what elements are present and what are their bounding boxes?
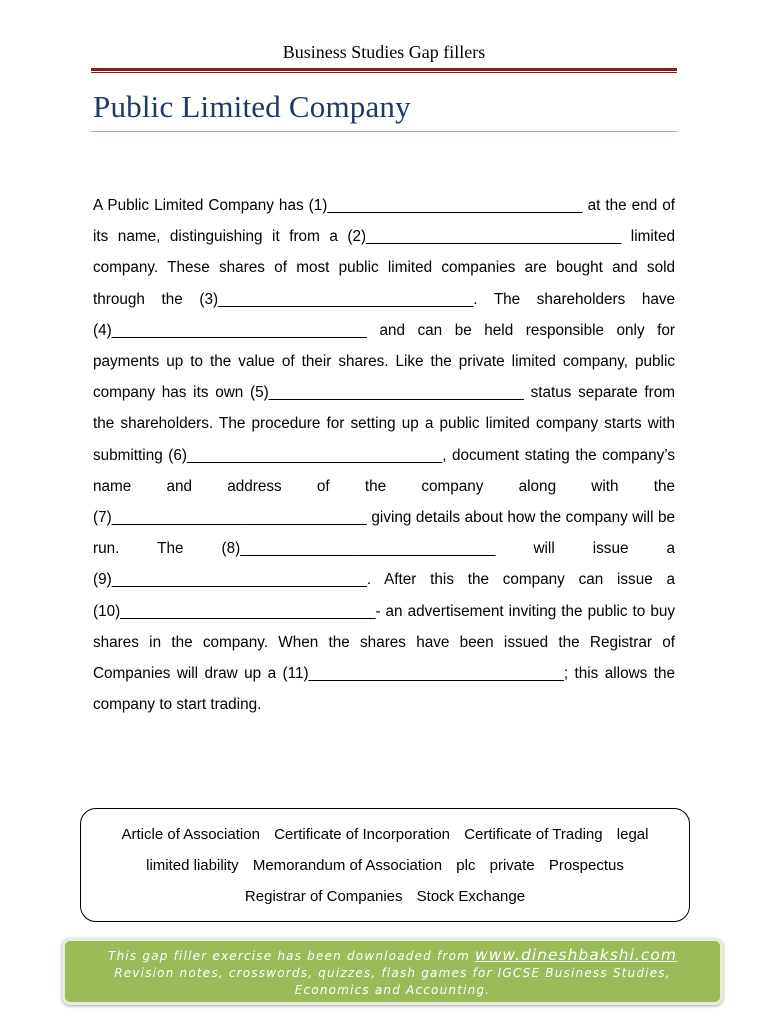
passage-text: . The shareholders have (473, 290, 675, 308)
blank-1: (1)______________________________ (308, 197, 583, 214)
passage-text: will issue a (495, 540, 675, 558)
blank-9: (9)______________________________ (93, 571, 367, 589)
passage-text: and can be held responsible only for payments up to the value of their shares. Like the private limited company, public company has its own (93, 321, 675, 402)
passage-text: , document stating the company’s name and address of the company along with the (93, 446, 676, 495)
word-bank-item: legal (616, 826, 649, 843)
footer-download-note: This gap filler exercise has been downloaded from (108, 949, 476, 963)
word-bank-list (89, 819, 681, 913)
blank-11: (11)______________________________ (282, 665, 564, 683)
passage-text: - an advertisement inviting the public to buy shares in the company. When the shares have been issued the Registrar of Companies will draw up a (93, 602, 675, 683)
word-bank-item: private (489, 857, 535, 875)
title-divider (91, 131, 677, 132)
word-bank-item: Certificate of Trading (464, 826, 603, 843)
gap-fill-passage (93, 190, 675, 720)
blank-8: (8)______________________________ (221, 540, 496, 558)
passage-text: ; this allows the company to start trading. (93, 665, 675, 714)
blank-6: (6)______________________________ (168, 446, 443, 464)
blank-4: (4)______________________________ (93, 321, 367, 339)
footer-description: Revision notes, crosswords, quizzes, flash games for IGCSE Business Studies, (114, 966, 671, 980)
word-bank-item: Article of Association (121, 826, 260, 843)
passage-text: limited company. These shares of most public limited companies are bought and sold through the (93, 228, 675, 308)
footer-text (65, 947, 720, 999)
word-bank-item: limited liability (146, 857, 239, 875)
word-bank-item: Certificate of Incorporation (274, 826, 451, 843)
passage-text: at the end of its name, distinguishing it from a (93, 197, 675, 246)
blank-7: (7)______________________________ (93, 509, 367, 527)
footer-description-continued: Economics and Accounting. (294, 983, 491, 997)
word-bank-item: plc (456, 857, 476, 875)
header-divider (91, 68, 677, 74)
blank-5: (5)______________________________ (249, 384, 524, 402)
word-bank-box (80, 808, 690, 922)
passage-text: . After this the company can issue a (366, 571, 675, 589)
blank-3: (3)______________________________ (199, 290, 474, 308)
website-link[interactable]: www.dineshbakshi.com (475, 946, 677, 964)
passage-text: giving details about how the company will be run. The (93, 509, 675, 558)
footer-banner (62, 938, 723, 1005)
word-bank-item: Memorandum of Association (252, 857, 443, 875)
word-bank-item: Registrar of Companies (244, 888, 403, 906)
document-header-title: Business Studies Gap fillers (282, 42, 486, 62)
word-bank-item: Stock Exchange (416, 888, 526, 906)
page-title: Public Limited Company (93, 89, 411, 124)
passage-text: A Public Limited Company has (93, 197, 309, 214)
blank-10: (10)______________________________ (93, 602, 376, 620)
word-bank-item: Prospectus (548, 857, 624, 875)
passage-text: status separate from the shareholders. The procedure for setting up a public limited company starts with submitting (93, 384, 676, 464)
blank-2: (2)______________________________ (347, 228, 622, 246)
